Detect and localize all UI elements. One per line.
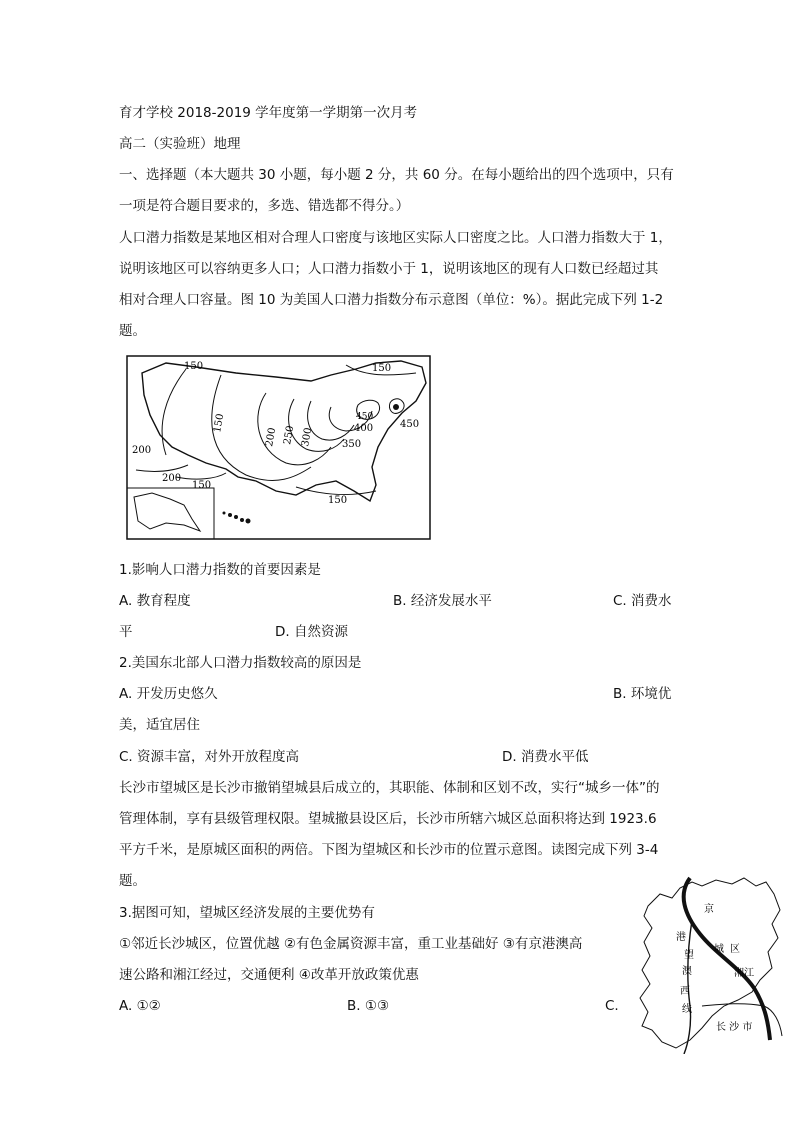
section-instruction-line1: 一、选择题（本大题共 30 小题，每小题 2 分，共 60 分。在每小题给出的四个选项中，只有 — [119, 167, 674, 183]
map1-label: 450 — [356, 412, 374, 422]
question1-option-c[interactable]: C. 消费水 — [613, 593, 672, 609]
question1-option-c-continued: 平 — [119, 624, 133, 640]
passage1-line4: 题。 — [119, 323, 146, 339]
question1-option-a[interactable]: A. 教育程度 — [119, 593, 191, 609]
usa-population-potential-map — [126, 355, 431, 540]
question2-option-a[interactable]: A. 开发历史悠久 — [119, 686, 218, 702]
map2-label: 望 — [684, 950, 694, 961]
map2-label: 港 — [676, 932, 686, 943]
map1-label: 200 — [162, 473, 182, 484]
question1-option-b[interactable]: B. 经济发展水平 — [393, 593, 492, 609]
map1-label: 150 — [328, 495, 348, 506]
map1-label: 450 — [400, 419, 420, 430]
passage1-line1: 人口潜力指数是某地区相对合理人口密度与该地区实际人口密度之比。人口潜力指数大于 1， — [119, 230, 672, 246]
map2-label: 澳 — [682, 966, 692, 977]
map1-label: 150 — [372, 363, 392, 374]
question1-option-d[interactable]: D. 自然资源 — [275, 624, 348, 640]
passage1-line2: 说明该地区可以容纳更多人口；人口潜力指数小于 1，说明该地区的现有人口数已经超过其 — [119, 261, 659, 277]
question3-statements-line2: 速公路和湘江经过，交通便利 ④改革开放政策优惠 — [119, 967, 419, 983]
question2-option-b[interactable]: B. 环境优 — [613, 686, 672, 702]
map1-label: 400 — [354, 423, 374, 434]
question3-stem: 3.据图可知，望城区经济发展的主要优势有 — [119, 905, 375, 921]
question2-stem: 2.美国东北部人口潜力指数较高的原因是 — [119, 655, 362, 671]
map1-label: 150 — [192, 480, 212, 491]
map2-label: 线 — [682, 1004, 692, 1015]
map1-label: 200 — [132, 445, 152, 456]
map1-label: 200 — [264, 426, 279, 448]
question3-option-b[interactable]: B. ①③ — [347, 998, 390, 1014]
map2-label: 西 — [680, 986, 690, 997]
question2-option-c[interactable]: C. 资源丰富，对外开放程度高 — [119, 749, 300, 765]
map1-label: 150 — [212, 412, 227, 434]
map1-label: 250 — [282, 424, 297, 446]
class-subject: 高二（实验班）地理 — [119, 136, 241, 152]
question1-stem: 1.影响人口潜力指数的首要因素是 — [119, 562, 321, 578]
map1-label: 300 — [300, 426, 315, 448]
map1-label: 150 — [184, 361, 204, 372]
question3-option-c[interactable]: C. — [605, 998, 619, 1014]
question2-option-d[interactable]: D. 消费水平低 — [502, 749, 589, 765]
map2-label: 区 — [730, 944, 740, 955]
question2-option-b-continued: 美，适宜居住 — [119, 717, 200, 733]
map2-label: 京 — [704, 904, 714, 915]
passage2-line2: 管理体制，享有县级管理权限。望城撤县设区后，长沙市所辖六城区总面积将达到 1923.6 — [119, 811, 657, 827]
passage2-line4: 题。 — [119, 873, 146, 889]
passage1-line3: 相对合理人口容量。图 10 为美国人口潜力指数分布示意图（单位：%）。据此完成下列 1-2 — [119, 292, 664, 308]
map2-label: 长 沙 市 — [716, 1022, 753, 1033]
wangcheng-changsha-map — [632, 876, 784, 1054]
map2-label: 城 — [714, 944, 724, 955]
passage2-line3: 平方千米，是原城区面积的两倍。下图为望城区和长沙市的位置示意图。读图完成下列 3-4 — [119, 842, 659, 858]
passage2-line1: 长沙市望城区是长沙市撤销望城县后成立的，其职能、体制和区划不改，实行“城乡一体”的 — [119, 780, 660, 796]
map1-label: 350 — [342, 439, 362, 450]
exam-title: 育才学校 2018-2019 学年度第一学期第一次月考 — [119, 105, 418, 121]
question3-option-a[interactable]: A. ①② — [119, 998, 161, 1014]
map2-label: 湘江 — [734, 968, 754, 979]
question3-statements-line1: ①邻近长沙城区，位置优越 ②有色金属资源丰富，重工业基础好 ③有京港澳高 — [119, 936, 583, 952]
section-instruction-line2: 一项是符合题目要求的，多选、错选都不得分。） — [119, 198, 410, 214]
